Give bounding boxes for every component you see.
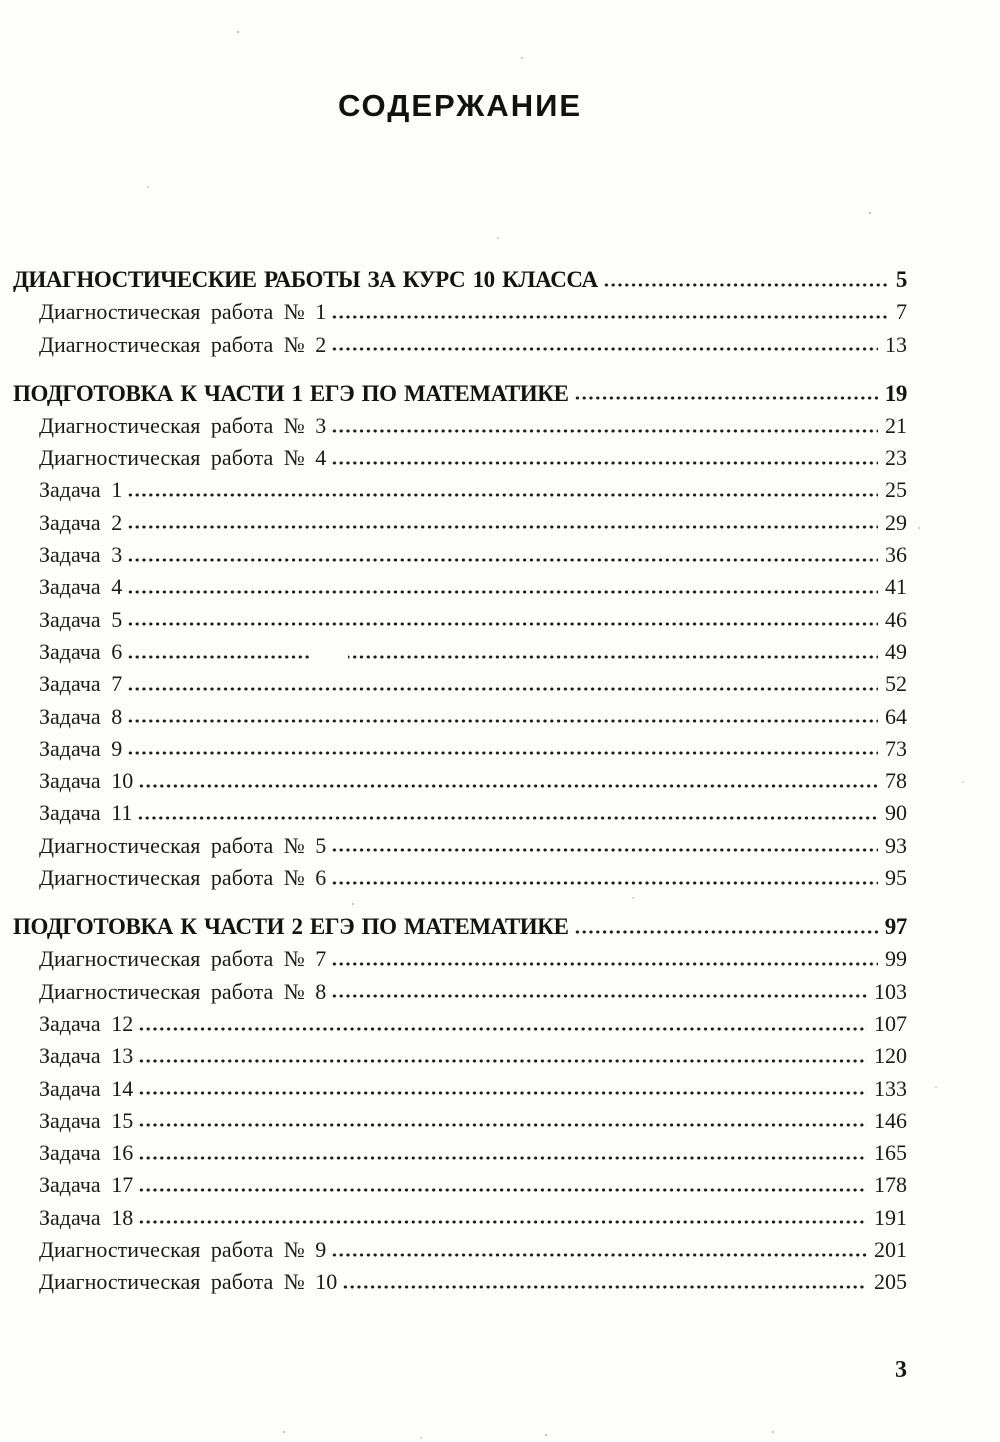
toc-row [13,980,907,1003]
toc-row [13,446,907,469]
toc-row [13,1141,907,1164]
toc-page-number: 95 [885,865,907,891]
toc-page-number: 120 [874,1043,907,1069]
toc-entry-label: Диагностическая работа № 4 [39,445,327,471]
toc-entry-label: Задача 3 [39,542,123,568]
toc-row [13,414,907,437]
scan-noise [0,0,2,2]
toc-row [13,333,907,356]
toc-row [13,834,907,857]
toc-page-number: 64 [885,703,907,729]
dot-leader [574,396,878,401]
toc-row [13,705,907,728]
toc-page-number: 178 [874,1172,907,1198]
toc-row [13,769,907,792]
toc-entry-label: Задача 11 [39,800,133,826]
toc-entry-label: Задача 6 [39,638,123,664]
toc-page-number: 93 [885,832,907,858]
toc-entry-label: ПОДГОТОВКА К ЧАСТИ 2 ЕГЭ ПО МАТЕМАТИКЕ [13,914,569,940]
toc-row [13,478,907,501]
dot-leader [127,719,878,724]
dot-leader [127,622,878,627]
toc-entry-label: Диагностическая работа № 1 [39,299,327,325]
toc-row [13,382,907,405]
toc-page-number: 201 [874,1237,907,1263]
toc-entry-label: Диагностическая работа № 8 [39,978,327,1004]
toc-page-number: 97 [884,914,907,940]
toc-page-number: 25 [885,477,907,503]
toc-row [13,801,907,824]
dot-leader [138,1155,867,1160]
toc-entry-label: Задача 16 [39,1140,134,1166]
toc-row [13,640,907,663]
toc-row [13,737,907,760]
toc-entry-label: Задача 5 [39,606,123,632]
dot-leader [574,929,878,934]
toc-page-number: 23 [885,445,907,471]
toc-row [13,1270,907,1293]
toc-page-number: 36 [885,542,907,568]
toc-page-number: 90 [885,800,907,826]
toc-page-number: 133 [874,1075,907,1101]
toc-row [13,672,907,695]
toc-row [13,1109,907,1132]
toc-page-number: 146 [874,1107,907,1133]
toc-page-number: 41 [885,574,907,600]
toc-row [13,947,907,970]
toc-row [13,915,907,938]
dot-leader [342,1284,867,1289]
toc-entry-label: Диагностическая работа № 10 [39,1269,338,1295]
toc-entry-label: Задача 13 [39,1043,134,1069]
toc-row [13,511,907,534]
dot-leader [127,751,878,756]
toc-page-number: 21 [885,412,907,438]
toc-page-number: 52 [885,671,907,697]
dot-leader [331,994,867,999]
dot-leader [138,783,878,788]
dot-leader [138,1058,867,1063]
dot-leader [331,961,878,966]
toc-entry-label: Диагностическая работа № 5 [39,832,327,858]
toc-entry-label: Задача 4 [39,574,123,600]
toc-page-number: 191 [874,1204,907,1230]
toc-entry-label: Задача 12 [39,1010,134,1036]
dot-leader [138,1220,867,1225]
dot-leader [331,848,878,853]
toc-row [13,608,907,631]
toc-row [13,1077,907,1100]
toc-row [13,268,907,291]
toc-entry-label: Задача 14 [39,1075,134,1101]
toc-row [13,866,907,889]
dot-leader [331,428,878,433]
toc-page-number: 73 [885,735,907,761]
dot-leader [331,880,878,885]
toc-row [13,1044,907,1067]
dot-leader [331,347,878,352]
dot-leader [331,1252,867,1257]
toc-page-number: 205 [874,1269,907,1295]
dot-leader [603,282,889,287]
toc-page-number: 165 [874,1140,907,1166]
dot-leader [127,525,878,530]
toc-entry-label: Задача 7 [39,671,123,697]
toc-entry-label: Диагностическая работа № 2 [39,331,327,357]
toc-page-number: 19 [884,380,907,406]
toc-entry-label: Задача 18 [39,1204,134,1230]
toc-page-number: 7 [896,299,907,325]
toc-entry-label: ПОДГОТОВКА К ЧАСТИ 1 ЕГЭ ПО МАТЕМАТИКЕ [13,380,569,406]
dot-leader [127,654,878,659]
toc-page-number: 107 [874,1010,907,1036]
dot-leader [331,460,878,465]
toc-row [13,1012,907,1035]
toc-entry-label: Задача 1 [39,477,123,503]
toc-row [13,543,907,566]
toc-page-number: 13 [885,331,907,357]
toc-row [13,300,907,323]
toc-page-number: 49 [885,638,907,664]
dot-leader [138,1091,867,1096]
toc-entry-label: Задача 10 [39,768,134,794]
toc-entry-label: Задача 2 [39,509,123,535]
toc-row [13,1206,907,1229]
toc-page-number: 29 [885,509,907,535]
toc-entry-label: Диагностическая работа № 9 [39,1237,327,1263]
dot-leader [138,1026,867,1031]
dot-leader [331,314,889,319]
dot-leader [127,557,878,562]
toc-page-number: 5 [895,267,907,292]
dot-leader [138,1187,867,1192]
toc-entry-label: Задача 15 [39,1107,134,1133]
toc-entry-label: Задача 9 [39,735,123,761]
toc-page-number: 78 [885,768,907,794]
toc-entry-label: Диагностическая работа № 3 [39,412,327,438]
toc-entry-label: Диагностическая работа № 7 [39,946,327,972]
dot-leader [127,589,878,594]
footer-page-number: 3 [895,1357,907,1383]
toc-entry-label: Диагностическая работа № 6 [39,865,327,891]
dot-leader [127,492,878,497]
dot-leader [137,815,878,820]
toc-page-number: 46 [885,606,907,632]
toc-entry-label: Задача 17 [39,1172,134,1198]
toc-row [13,575,907,598]
toc-row [13,1173,907,1196]
toc-page-number: 103 [874,978,907,1004]
toc-page-number: 99 [885,946,907,972]
toc-row [13,1238,907,1261]
dot-leader [127,686,878,691]
toc-entry-label: Задача 8 [39,703,123,729]
toc-entry-label: ДИАГНОСТИЧЕСКИЕ РАБОТЫ ЗА КУРС 10 КЛАССА [13,267,598,292]
dot-leader [138,1123,867,1128]
page-title: СОДЕРЖАНИЕ [337,88,583,123]
toc-list [13,268,907,1303]
